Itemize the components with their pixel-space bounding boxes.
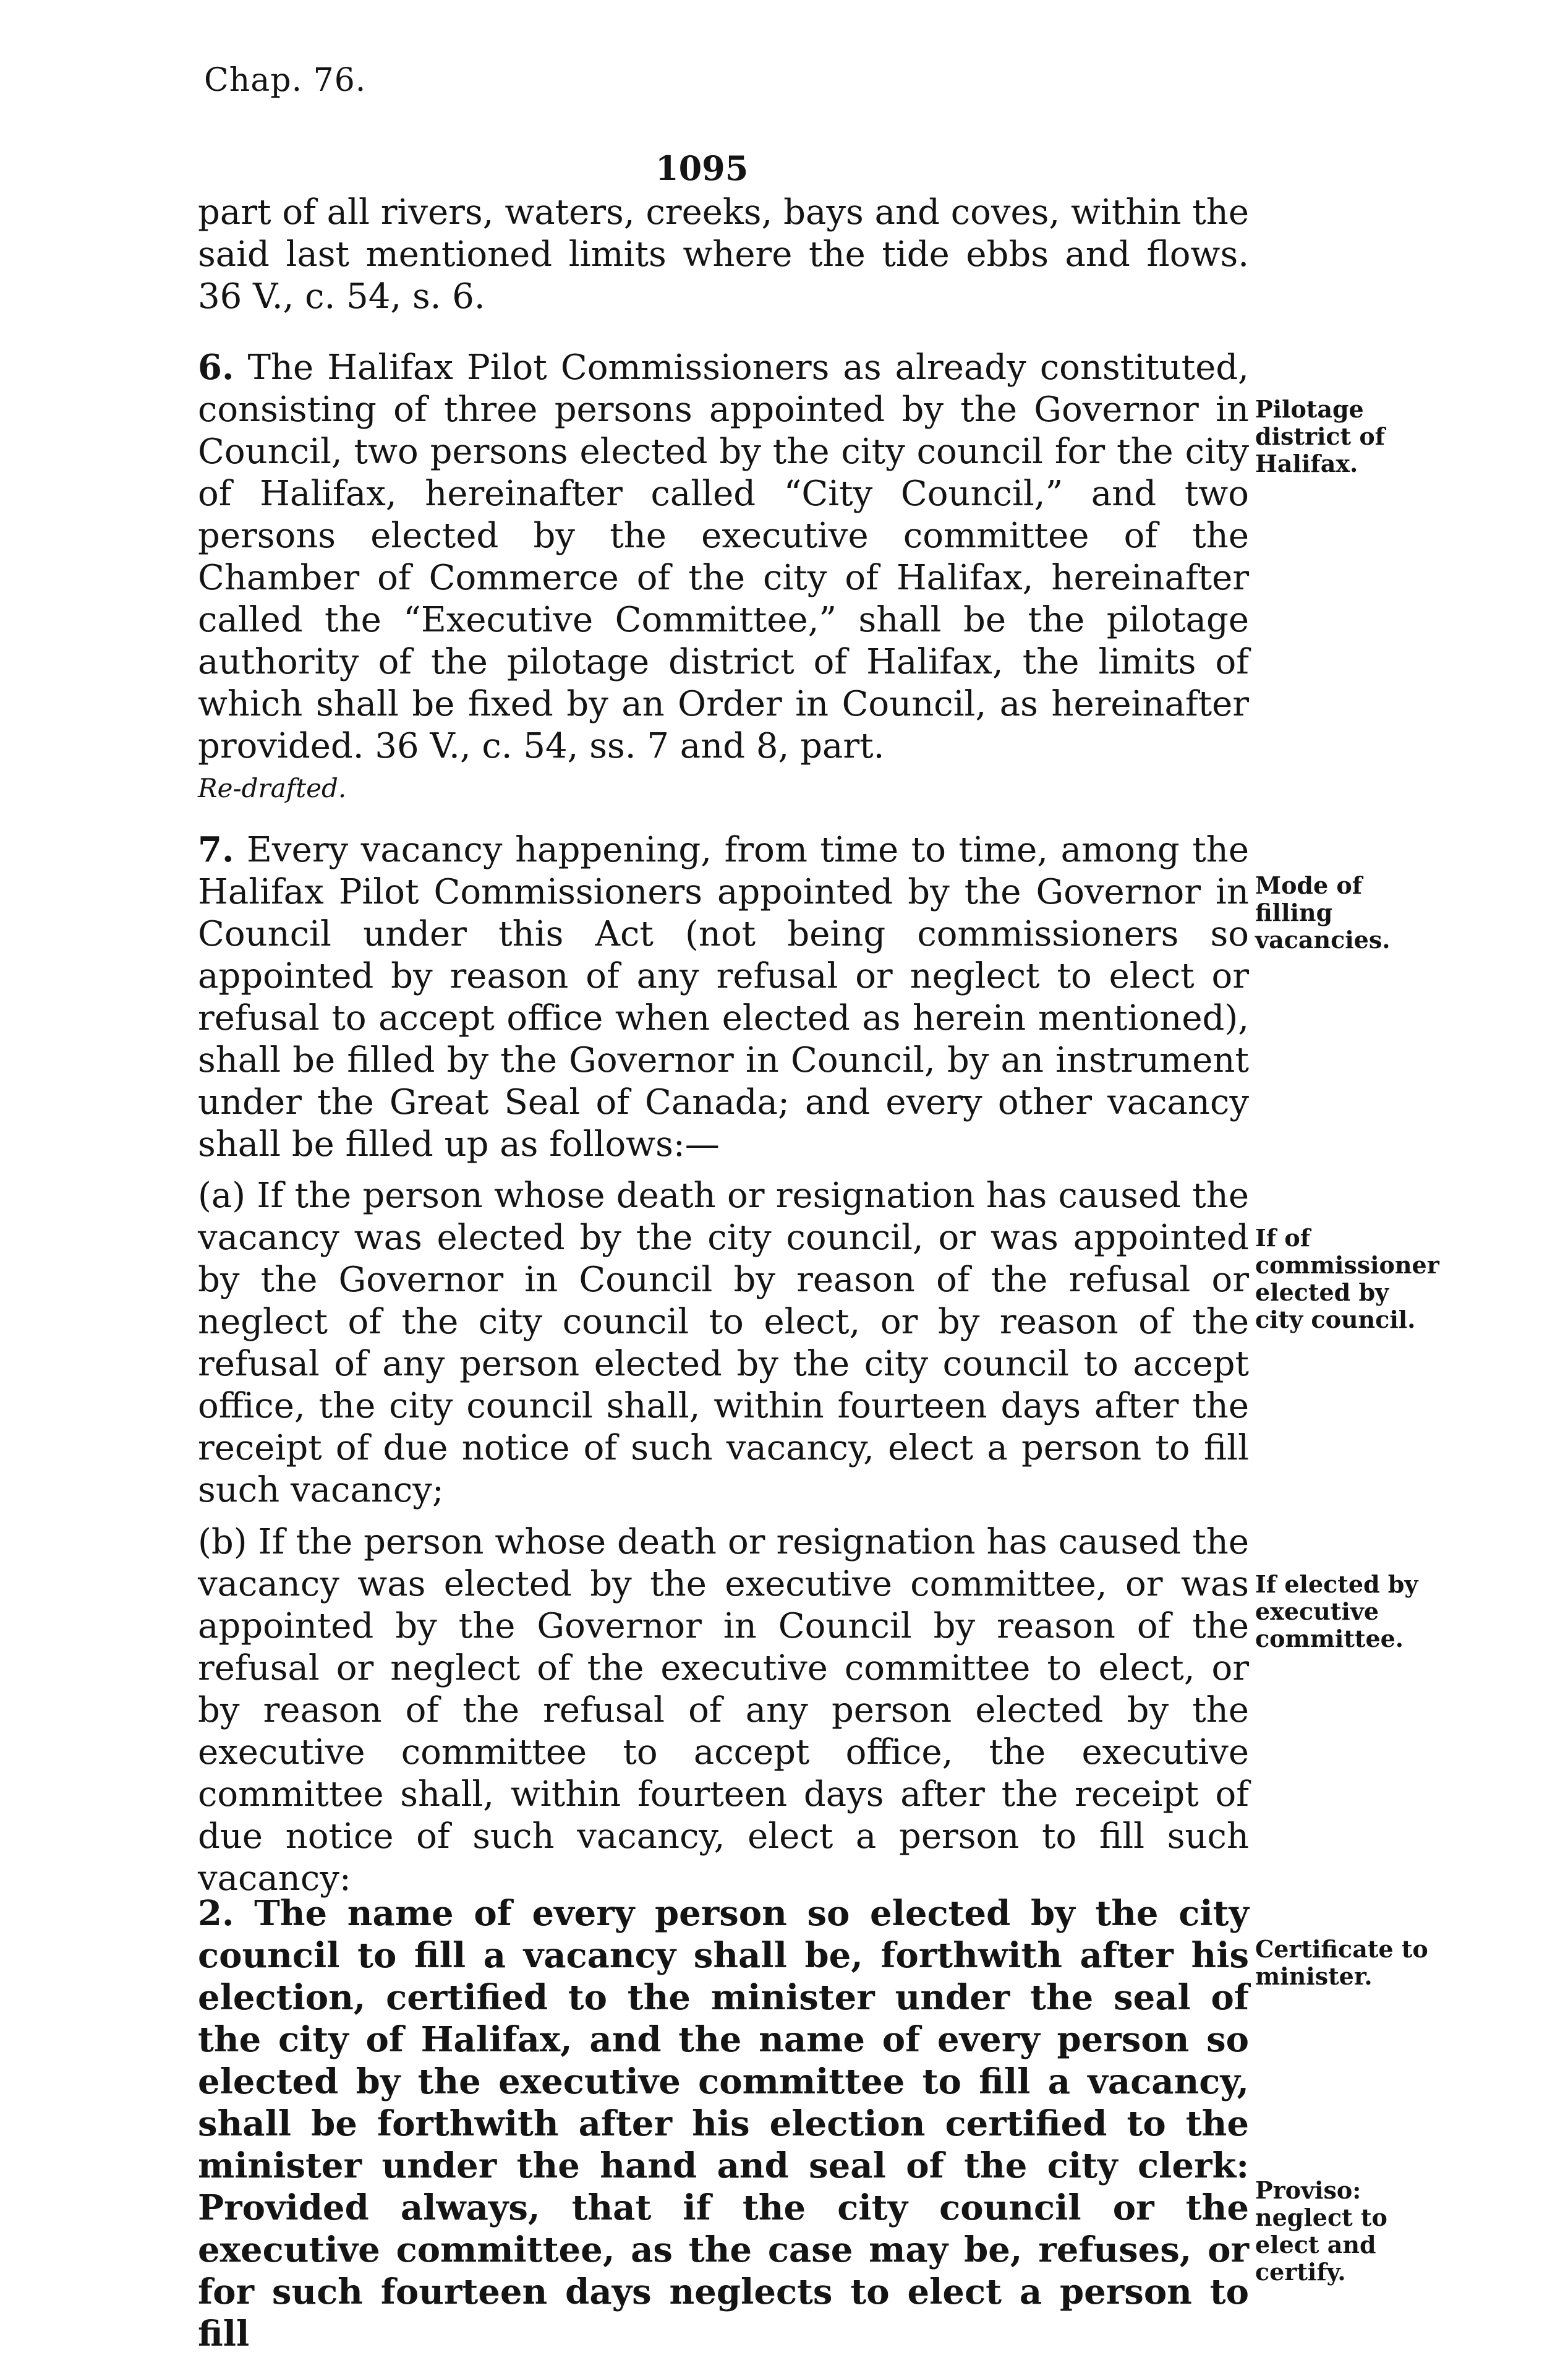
- subsection-text: 2. The name of every person so elected by the city council to fill a vacancy shall be, forthwith after his election, certified to the minister under the seal of the city of Halifax, and the name of every person so elected by the executive committee to fill a vacancy, shall be forthwith after his election certified to the minister under the hand and seal of the city clerk: Provided always, that if the city council or the executive committee, as the case may be, refuses, or for such fourteen days neglects to elect a person to fill: [198, 1893, 1249, 2354]
- margin-note-pilotage: Pilotage district of Halifax.: [1255, 395, 1386, 477]
- continued-paragraph: [198, 192, 1249, 318]
- section-6: [198, 346, 1249, 810]
- section-number: 7.: [198, 829, 234, 870]
- redrafted-note: Re-drafted.: [198, 773, 347, 803]
- subsection-7-2: [198, 1892, 1249, 2355]
- margin-note-certificate: Certificate to minister.: [1255, 1935, 1428, 1990]
- clause-text: (a) If the person whose death or resignation has caused the vacancy was elected by the city council, or was appointed by the Governor in Council by reason of the refusal or neglect of the city council to elect, or by reason of the refusal of any person elected by the city council to accept office, the city council shall, within fourteen days after the receipt of due notice of such vacancy, elect a person to fill such vacancy;: [198, 1176, 1249, 1510]
- section-7: [198, 829, 1249, 1166]
- section-7b: [198, 1521, 1249, 1900]
- section-text: The Halifax Pilot Commissioners as already constituted, consisting of three persons appointed by the Governor in Council, two persons elected by the city council for the city of Halifax, hereinafter called “City Council,” and two persons elected by the executive committee of the Chamber of Commerce of the city of Halifax, hereinafter called the “Executive Committee,” shall be the pilotage authority of the pilotage district of Halifax, the limits of which shall be fixed by an Order in Council, as hereinafter provided. 36 V., c. 54, ss. 7 and 8, part.: [198, 348, 1249, 766]
- margin-note-executive: If elected by executive committee.: [1255, 1570, 1418, 1652]
- chapter-heading: Chap. 76.: [204, 62, 367, 99]
- section-number: 6.: [198, 347, 234, 388]
- clause-text: (b) If the person whose death or resignation has caused the vacancy was elected by the executive committee, or was appointed by the Governor in Council by reason of the refusal or neglect of the executive committee to elect, or by reason of the refusal of any person elected by the executive committee to accept office, the executive committee shall, within fourteen days after the receipt of due notice of such vacancy, elect a person to fill such vacancy:: [198, 1522, 1249, 1899]
- margin-note-proviso: Proviso: neglect to elect and certify.: [1255, 2176, 1387, 2286]
- paragraph-text: part of all rivers, waters, creeks, bays and coves, within the said last mentioned limits where the tide ebbs and flows. 36 V., c. 54, s. 6.: [198, 192, 1249, 317]
- section-7a: [198, 1175, 1249, 1511]
- section-text: Every vacancy happening, from time to time, among the Halifax Pilot Commissioners appointed by the Governor in Council under this Act (not being commissioners so appointed by reason of any refusal or neglect to elect or refusal to accept office when elected as herein mentioned), shall be filled by the Governor in Council, by an instrument under the Great Seal of Canada; and every other vacancy shall be filled up as follows:—: [198, 830, 1249, 1165]
- page-number: 1095: [655, 148, 749, 188]
- margin-note-city-council: If of commissioner elected by city council.: [1255, 1224, 1439, 1333]
- margin-note-vacancies: Mode of filling vacancies.: [1255, 871, 1391, 954]
